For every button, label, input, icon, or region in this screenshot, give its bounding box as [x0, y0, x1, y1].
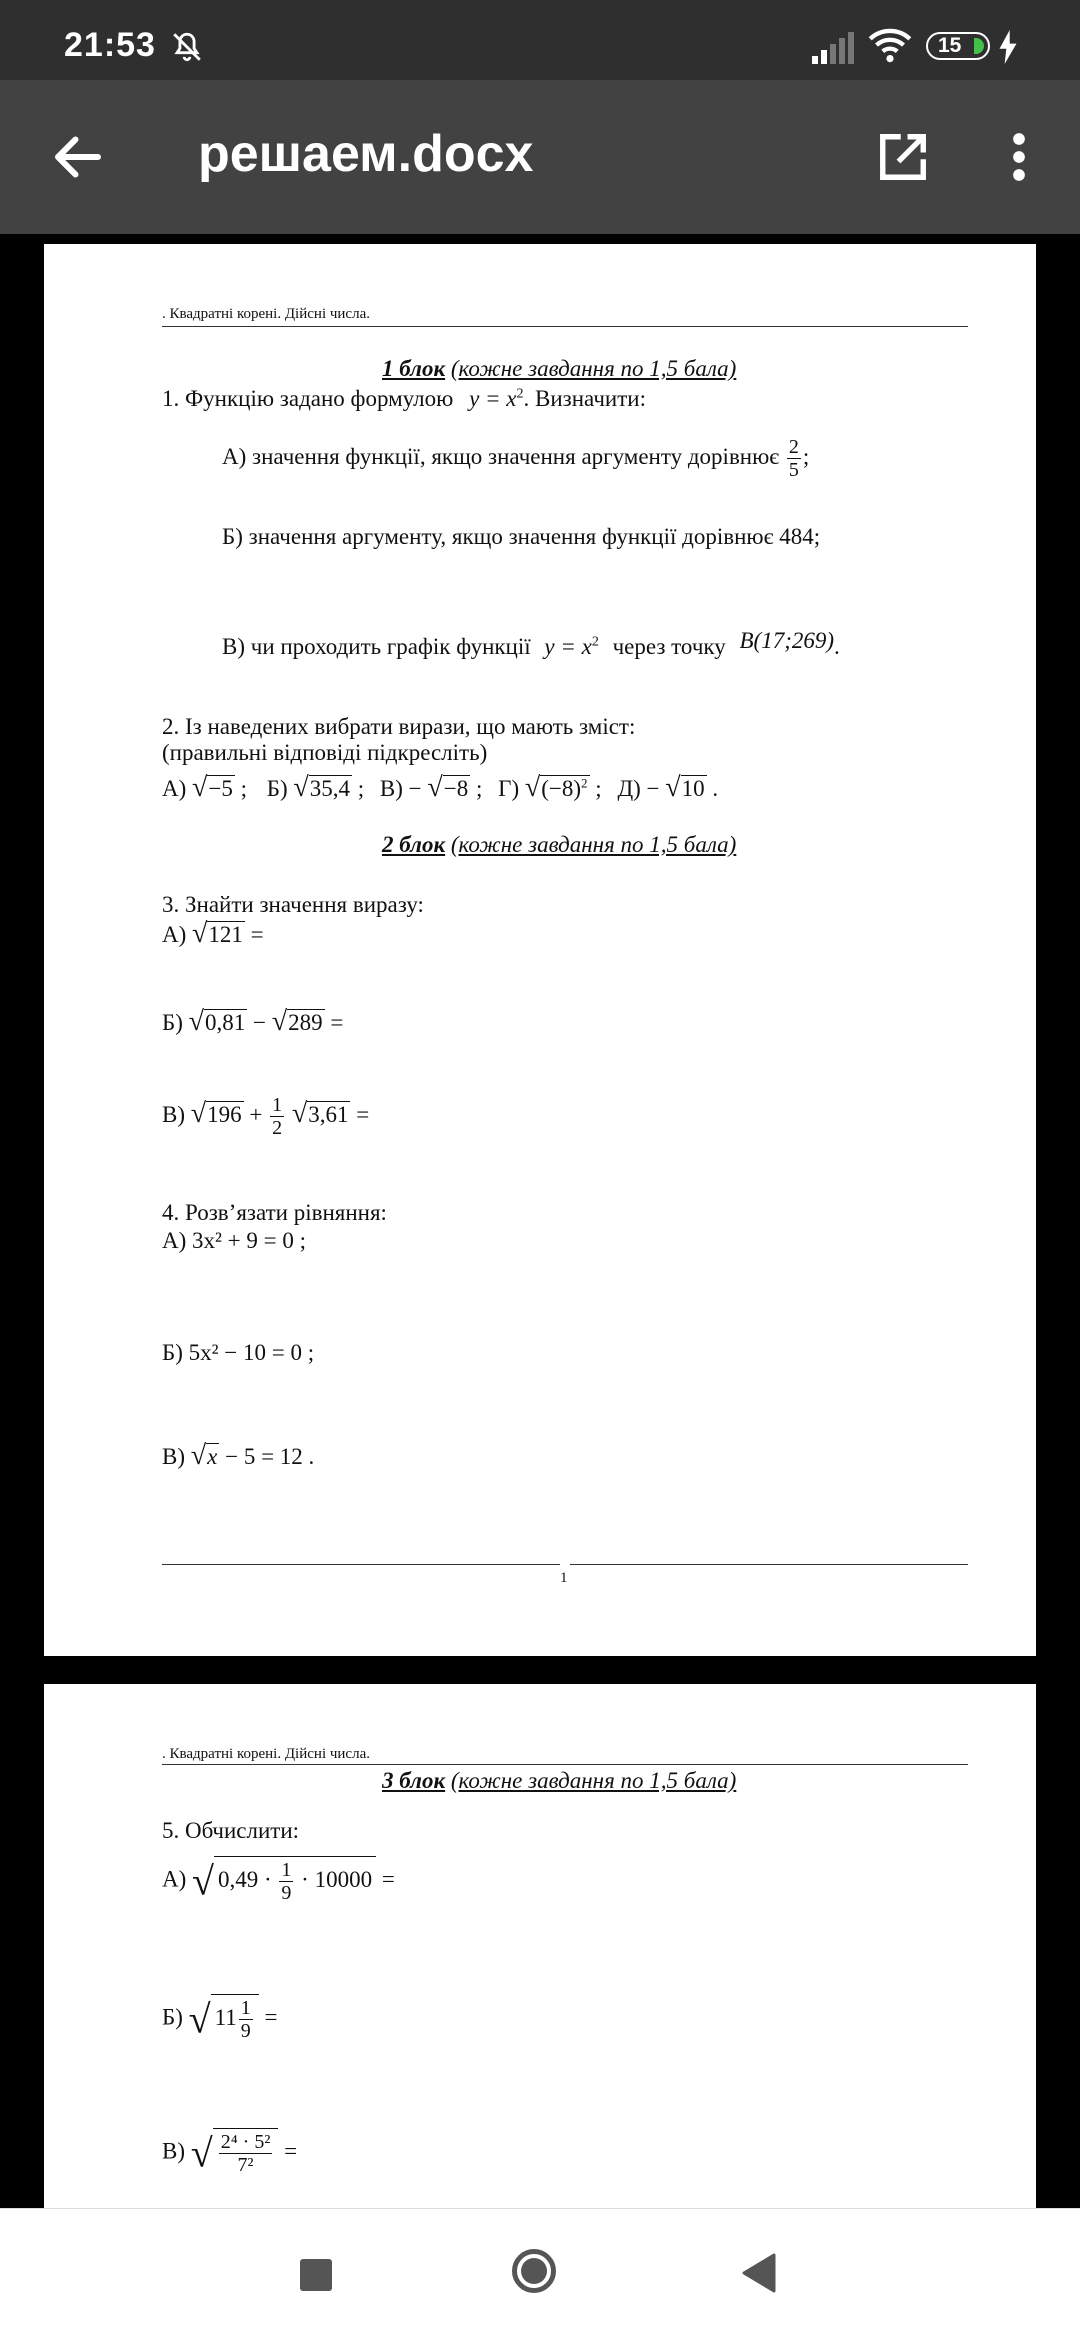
dnd-off-icon	[170, 30, 204, 64]
task5-b-num: 1	[240, 1997, 251, 2019]
task2-opt-a-label: А)	[162, 776, 187, 801]
task4-b-equation: 5x² − 10 = 0 ;	[188, 1340, 315, 1365]
document-title: решаем.docx	[198, 125, 534, 183]
task1-c-point: B(17;269)	[739, 628, 835, 653]
page-number: 1	[560, 1570, 568, 1586]
task4-c-label: В)	[162, 1444, 185, 1469]
task2-line2: (правильні відповіді підкресліть)	[162, 740, 488, 765]
task5-a: А) √ 0,49 · $\frac{1}{9}$ · 10000 =	[162, 1856, 395, 1906]
task1-a-text: А) значення функції, якщо значення аргументу дорівнює	[222, 443, 780, 469]
task1-a: А) значення функції, якщо значення аргументу дорівнює $\frac{2}{5}$ ;	[222, 436, 810, 481]
back-button[interactable]	[700, 2209, 820, 2341]
block2-title: 2 блок	[382, 832, 446, 857]
block2-heading	[382, 832, 736, 858]
task3-c-den: 2	[272, 1117, 283, 1139]
task5-c-den: 7²	[237, 2154, 254, 2176]
task4-b	[162, 1340, 314, 1366]
task2-opt-e-label: Д)	[617, 776, 641, 801]
block2-note: (кожне завдання по 1,5 бала)	[450, 832, 737, 857]
task5-a-label: А)	[162, 1866, 187, 1892]
task3-b-radicand-2: 289	[288, 1010, 323, 1035]
task3-c-radicand-2: 3,61	[308, 1101, 349, 1127]
block3-heading	[382, 1768, 736, 1794]
task5-b: Б) √ 11 $\frac{1}{9}$ =	[162, 1994, 277, 2044]
task2-opt-b-radicand: 35,4	[309, 776, 351, 801]
task2-opt-d-radicand: (−8)	[541, 776, 582, 801]
task2-opt-b-label: Б)	[266, 776, 288, 801]
task1-a-den: 5	[788, 459, 799, 481]
task4-title: 4. Розв’язати рівняння:	[162, 1200, 387, 1225]
task2-opt-a-radicand: −5	[208, 776, 233, 801]
document-page-1	[44, 244, 1036, 1656]
task1-c: В) чи проходить графік функції $y = x^2$ через точку B(17;269).	[222, 628, 840, 659]
task3-c-num: 1	[272, 1094, 283, 1116]
recents-square-icon	[300, 2259, 332, 2291]
block1-heading	[382, 356, 736, 382]
task3-b: Б) √0,81 − √289 =	[162, 1006, 344, 1037]
task3-c-radicand-1: 196	[207, 1101, 242, 1127]
task3-a-radicand: 121	[208, 922, 243, 947]
open-external-icon[interactable]	[876, 130, 930, 184]
task1-formula: y = x	[469, 386, 517, 411]
task5-c-num: 2⁴ · 5²	[220, 2131, 271, 2153]
task3-a: А) √121 =	[162, 918, 264, 949]
task3-c: В) √196 + $\frac{1}{2}$ √3,61 =	[162, 1094, 370, 1139]
task1-stem-end: . Визначити:	[523, 386, 646, 411]
task3-title: 3. Знайти значення виразу:	[162, 892, 424, 917]
task1-b: Б) значення аргументу, якщо значення функції дорівнює 484;	[222, 524, 821, 549]
document-page-2	[44, 1684, 1036, 2208]
task1-formula-exp: 2	[516, 386, 524, 402]
page-header: . Квадратні корені. Дійсні числа.	[162, 306, 370, 322]
task1-c-formula-exp: 2	[591, 634, 599, 650]
document-viewer[interactable]	[0, 234, 1080, 2208]
task5-c-fraction	[219, 2131, 273, 2176]
task5-title: 5. Обчислити:	[162, 1818, 300, 1843]
back-arrow-icon[interactable]	[48, 127, 108, 187]
charging-icon	[996, 30, 1020, 64]
recents-button[interactable]	[256, 2209, 376, 2341]
task2-opt-c-label: В)	[379, 776, 403, 801]
task1-stem-text: 1. Функцію задано формулою	[162, 386, 454, 411]
task4-a-equation: 3x² + 9 = 0 ;	[192, 1228, 307, 1253]
task5-b-den: 9	[240, 2020, 251, 2042]
wifi-icon	[868, 28, 912, 64]
footer-rule-right	[570, 1564, 968, 1565]
status-bar	[0, 0, 1080, 80]
task5-c-label: В)	[162, 2138, 185, 2164]
task4-a	[162, 1228, 306, 1254]
task3-b-radicand-1: 0,81	[205, 1010, 246, 1035]
task4-c: В) √x − 5 = 12 .	[162, 1440, 315, 1471]
status-time: 21:53	[64, 26, 156, 64]
task1-c-mid: через точку	[612, 634, 726, 659]
signal-icon	[812, 32, 854, 64]
task1-c-text: В) чи проходить графік функції	[222, 634, 531, 659]
block1-title: 1 блок	[382, 356, 446, 381]
task1-stem	[162, 386, 646, 412]
system-nav-bar	[0, 2208, 1080, 2341]
task1-c-formula: y = x	[544, 634, 592, 659]
block3-note: (кожне завдання по 1,5 бала)	[450, 1768, 737, 1793]
task2-opt-e-radicand: 10	[681, 776, 705, 801]
task3-c-label: В)	[162, 1101, 185, 1127]
task5-b-whole: 11	[214, 2004, 237, 2030]
page2-header: . Квадратні корені. Дійсні числа.	[162, 1746, 370, 1762]
task3-c-fraction	[270, 1094, 284, 1139]
task2-line1: 2. Із наведених вибрати вирази, що мають зміст:	[162, 714, 636, 739]
task4-a-label: А)	[162, 1228, 187, 1253]
task5-a-pre: 0,49 ·	[217, 1866, 272, 1892]
task4-c-equation: − 5 = 12 .	[225, 1444, 315, 1469]
task5-c: В) √ $\frac{\text{2⁴ · 5²}}{\text{7²}}$ =	[162, 2128, 297, 2178]
task2-options: А) √−5 ; Б) √35,4 ; В) − √−8 ; Г) $√(-8)^2$ ; Д) − √10 .	[162, 772, 719, 803]
task5-a-post: · 10000	[301, 1866, 373, 1892]
app-bar	[0, 80, 1080, 234]
block1-note: (кожне завдання по 1,5 бала)	[450, 356, 737, 381]
task5-b-fraction	[239, 1997, 253, 2042]
task4-b-label: Б)	[162, 1340, 183, 1365]
back-triangle-icon	[740, 2253, 776, 2293]
block3-title: 3 блок	[382, 1768, 446, 1793]
task1-a-num: 2	[788, 436, 799, 458]
footer-rule-left	[162, 1564, 560, 1565]
task4-c-radicand: x	[207, 1444, 218, 1469]
more-vert-icon[interactable]	[1004, 130, 1034, 184]
task5-a-den: 9	[281, 1882, 292, 1904]
task3-b-label: Б)	[162, 1010, 183, 1035]
home-button[interactable]	[478, 2209, 598, 2341]
task5-a-fraction	[279, 1859, 293, 1904]
task2-opt-c-radicand: 8	[456, 776, 469, 801]
task5-a-num: 1	[281, 1859, 292, 1881]
battery-level: 15	[938, 34, 962, 57]
battery-icon	[926, 32, 990, 60]
page2-header-rule	[162, 1764, 968, 1765]
task5-b-label: Б)	[162, 2004, 183, 2030]
task3-a-label: А)	[162, 922, 187, 947]
header-rule	[162, 326, 968, 327]
task1-a-fraction	[787, 436, 801, 481]
task2-opt-d-label: Г)	[498, 776, 520, 801]
